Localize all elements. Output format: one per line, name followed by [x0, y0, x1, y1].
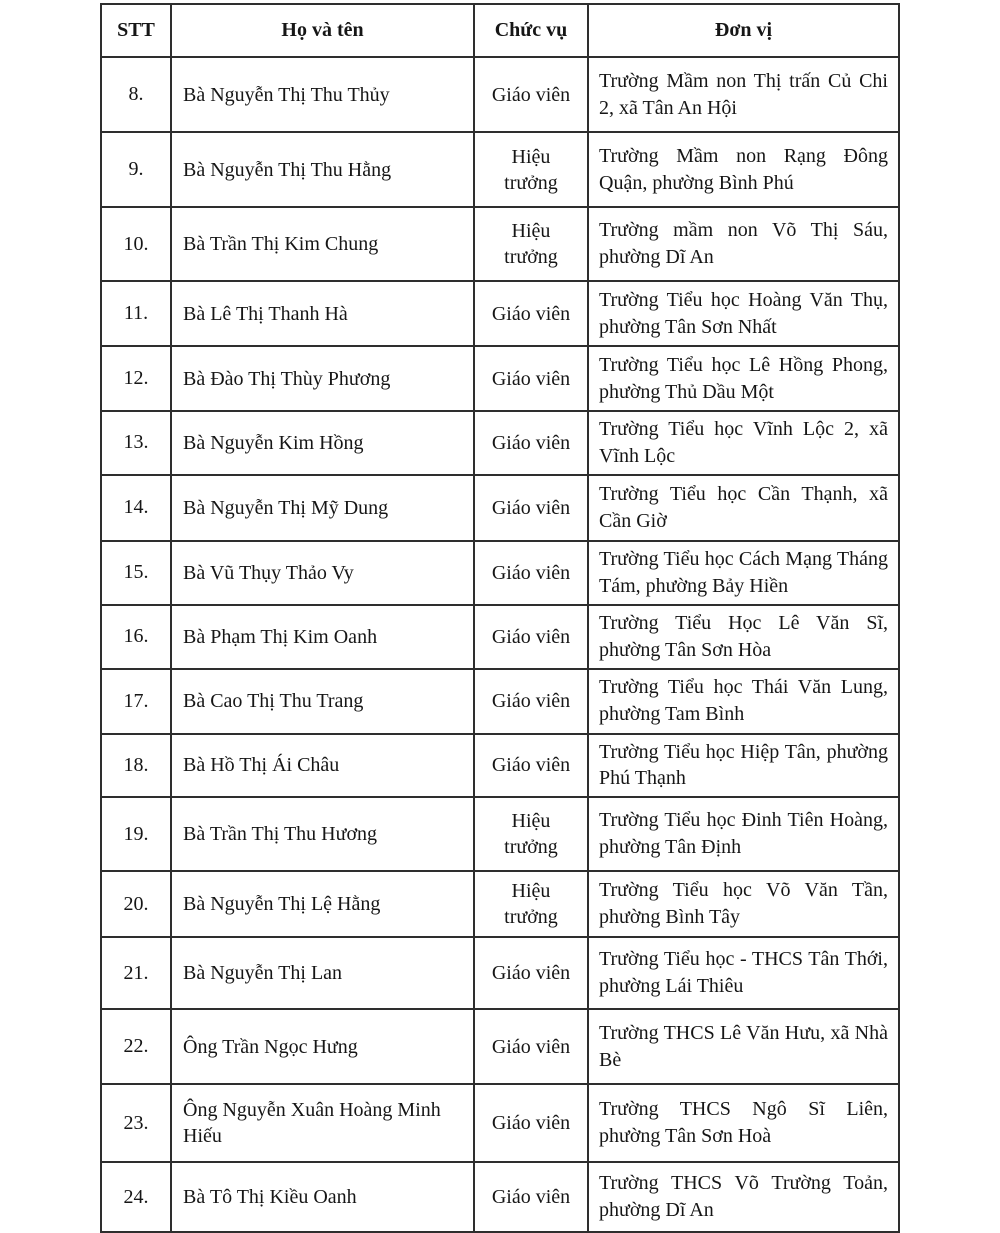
- cell-name: Bà Vũ Thụy Thảo Vy: [171, 541, 474, 605]
- cell-stt: 12.: [101, 346, 171, 411]
- cell-position: Hiệu trưởng: [474, 871, 588, 937]
- table-row: [101, 871, 899, 937]
- cell-unit: Trường Tiểu Học Lê Văn Sĩ, phường Tân Sơn Hòa: [588, 605, 899, 669]
- cell-name: Ông Nguyễn Xuân Hoàng Minh Hiếu: [171, 1084, 474, 1162]
- cell-position: Giáo viên: [474, 1084, 588, 1162]
- cell-name: Bà Nguyễn Thị Lan: [171, 937, 474, 1009]
- cell-name: Ông Trần Ngọc Hưng: [171, 1009, 474, 1084]
- cell-position: Hiệu trưởng: [474, 797, 588, 871]
- cell-unit: Trường Tiểu học Võ Văn Tần, phường Bình Tây: [588, 871, 899, 937]
- table-row: [101, 1162, 899, 1232]
- cell-unit: Trường Tiểu học Vĩnh Lộc 2, xã Vĩnh Lộc: [588, 411, 899, 475]
- table-row: [101, 605, 899, 669]
- cell-name: Bà Đào Thị Thùy Phương: [171, 346, 474, 411]
- table-row: [101, 475, 899, 541]
- cell-stt: 16.: [101, 605, 171, 669]
- cell-unit: Trường THCS Ngô Sĩ Liên, phường Tân Sơn Hoà: [588, 1084, 899, 1162]
- cell-position: Giáo viên: [474, 541, 588, 605]
- cell-name: Bà Nguyễn Thị Thu Thủy: [171, 57, 474, 132]
- cell-stt: 23.: [101, 1084, 171, 1162]
- cell-position: Giáo viên: [474, 475, 588, 541]
- cell-stt: 9.: [101, 132, 171, 207]
- cell-unit: Trường Tiểu học Cần Thạnh, xã Cần Giờ: [588, 475, 899, 541]
- cell-unit: Trường Mầm non Thị trấn Củ Chi 2, xã Tân An Hội: [588, 57, 899, 132]
- cell-position: Hiệu trưởng: [474, 207, 588, 281]
- cell-name: Bà Phạm Thị Kim Oanh: [171, 605, 474, 669]
- cell-name: Bà Trần Thị Kim Chung: [171, 207, 474, 281]
- cell-stt: 8.: [101, 57, 171, 132]
- cell-stt: 17.: [101, 669, 171, 734]
- cell-position: Giáo viên: [474, 346, 588, 411]
- cell-position: Giáo viên: [474, 669, 588, 734]
- table-row: [101, 1084, 899, 1162]
- cell-position: Giáo viên: [474, 937, 588, 1009]
- cell-name: Bà Lê Thị Thanh Hà: [171, 281, 474, 346]
- cell-name: Bà Nguyễn Thị Thu Hằng: [171, 132, 474, 207]
- cell-position: Giáo viên: [474, 57, 588, 132]
- cell-stt: 10.: [101, 207, 171, 281]
- cell-stt: 15.: [101, 541, 171, 605]
- cell-unit: Trường THCS Lê Văn Hưu, xã Nhà Bè: [588, 1009, 899, 1084]
- cell-unit: Trường Tiểu học Hoàng Văn Thụ, phường Tân Sơn Nhất: [588, 281, 899, 346]
- table-row: [101, 132, 899, 207]
- cell-name: Bà Nguyễn Thị Lệ Hằng: [171, 871, 474, 937]
- cell-stt: 13.: [101, 411, 171, 475]
- cell-unit: Trường Tiểu học Thái Văn Lung, phường Tam Bình: [588, 669, 899, 734]
- cell-name: Bà Nguyễn Thị Mỹ Dung: [171, 475, 474, 541]
- staff-table: [100, 3, 900, 1233]
- table-row: [101, 734, 899, 798]
- header-unit: Đơn vị: [588, 4, 899, 57]
- cell-position: Giáo viên: [474, 1162, 588, 1232]
- table-row: [101, 281, 899, 346]
- cell-position: Giáo viên: [474, 734, 588, 798]
- cell-unit: Trường Tiểu học Cách Mạng Tháng Tám, phường Bảy Hiền: [588, 541, 899, 605]
- cell-stt: 20.: [101, 871, 171, 937]
- cell-unit: Trường Mầm non Rạng Đông Quận, phường Bình Phú: [588, 132, 899, 207]
- table-row: [101, 207, 899, 281]
- cell-position: Giáo viên: [474, 281, 588, 346]
- cell-stt: 11.: [101, 281, 171, 346]
- cell-name: Bà Trần Thị Thu Hương: [171, 797, 474, 871]
- cell-stt: 19.: [101, 797, 171, 871]
- table-row: [101, 346, 899, 411]
- table-row: [101, 797, 899, 871]
- cell-stt: 22.: [101, 1009, 171, 1084]
- cell-stt: 21.: [101, 937, 171, 1009]
- header-stt: STT: [101, 4, 171, 57]
- table-row: [101, 669, 899, 734]
- cell-unit: Trường Tiểu học - THCS Tân Thới, phường Lái Thiêu: [588, 937, 899, 1009]
- cell-stt: 24.: [101, 1162, 171, 1232]
- table-row: [101, 541, 899, 605]
- table-row: [101, 411, 899, 475]
- cell-name: Bà Hồ Thị Ái Châu: [171, 734, 474, 798]
- header-name: Họ và tên: [171, 4, 474, 57]
- cell-unit: Trường Tiểu học Hiệp Tân, phường Phú Thạnh: [588, 734, 899, 798]
- cell-position: Hiệu trưởng: [474, 132, 588, 207]
- cell-unit: Trường THCS Võ Trường Toản, phường Dĩ An: [588, 1162, 899, 1232]
- table-row: [101, 937, 899, 1009]
- cell-unit: Trường Tiểu học Đinh Tiên Hoàng, phường Tân Định: [588, 797, 899, 871]
- table-row: [101, 1009, 899, 1084]
- header-row: [101, 4, 899, 57]
- cell-stt: 18.: [101, 734, 171, 798]
- table-row: [101, 57, 899, 132]
- cell-position: Giáo viên: [474, 1009, 588, 1084]
- cell-stt: 14.: [101, 475, 171, 541]
- cell-name: Bà Nguyễn Kim Hồng: [171, 411, 474, 475]
- cell-name: Bà Tô Thị Kiều Oanh: [171, 1162, 474, 1232]
- cell-position: Giáo viên: [474, 605, 588, 669]
- cell-unit: Trường mầm non Võ Thị Sáu, phường Dĩ An: [588, 207, 899, 281]
- cell-unit: Trường Tiểu học Lê Hồng Phong, phường Thủ Dầu Một: [588, 346, 899, 411]
- header-position: Chức vụ: [474, 4, 588, 57]
- cell-name: Bà Cao Thị Thu Trang: [171, 669, 474, 734]
- cell-position: Giáo viên: [474, 411, 588, 475]
